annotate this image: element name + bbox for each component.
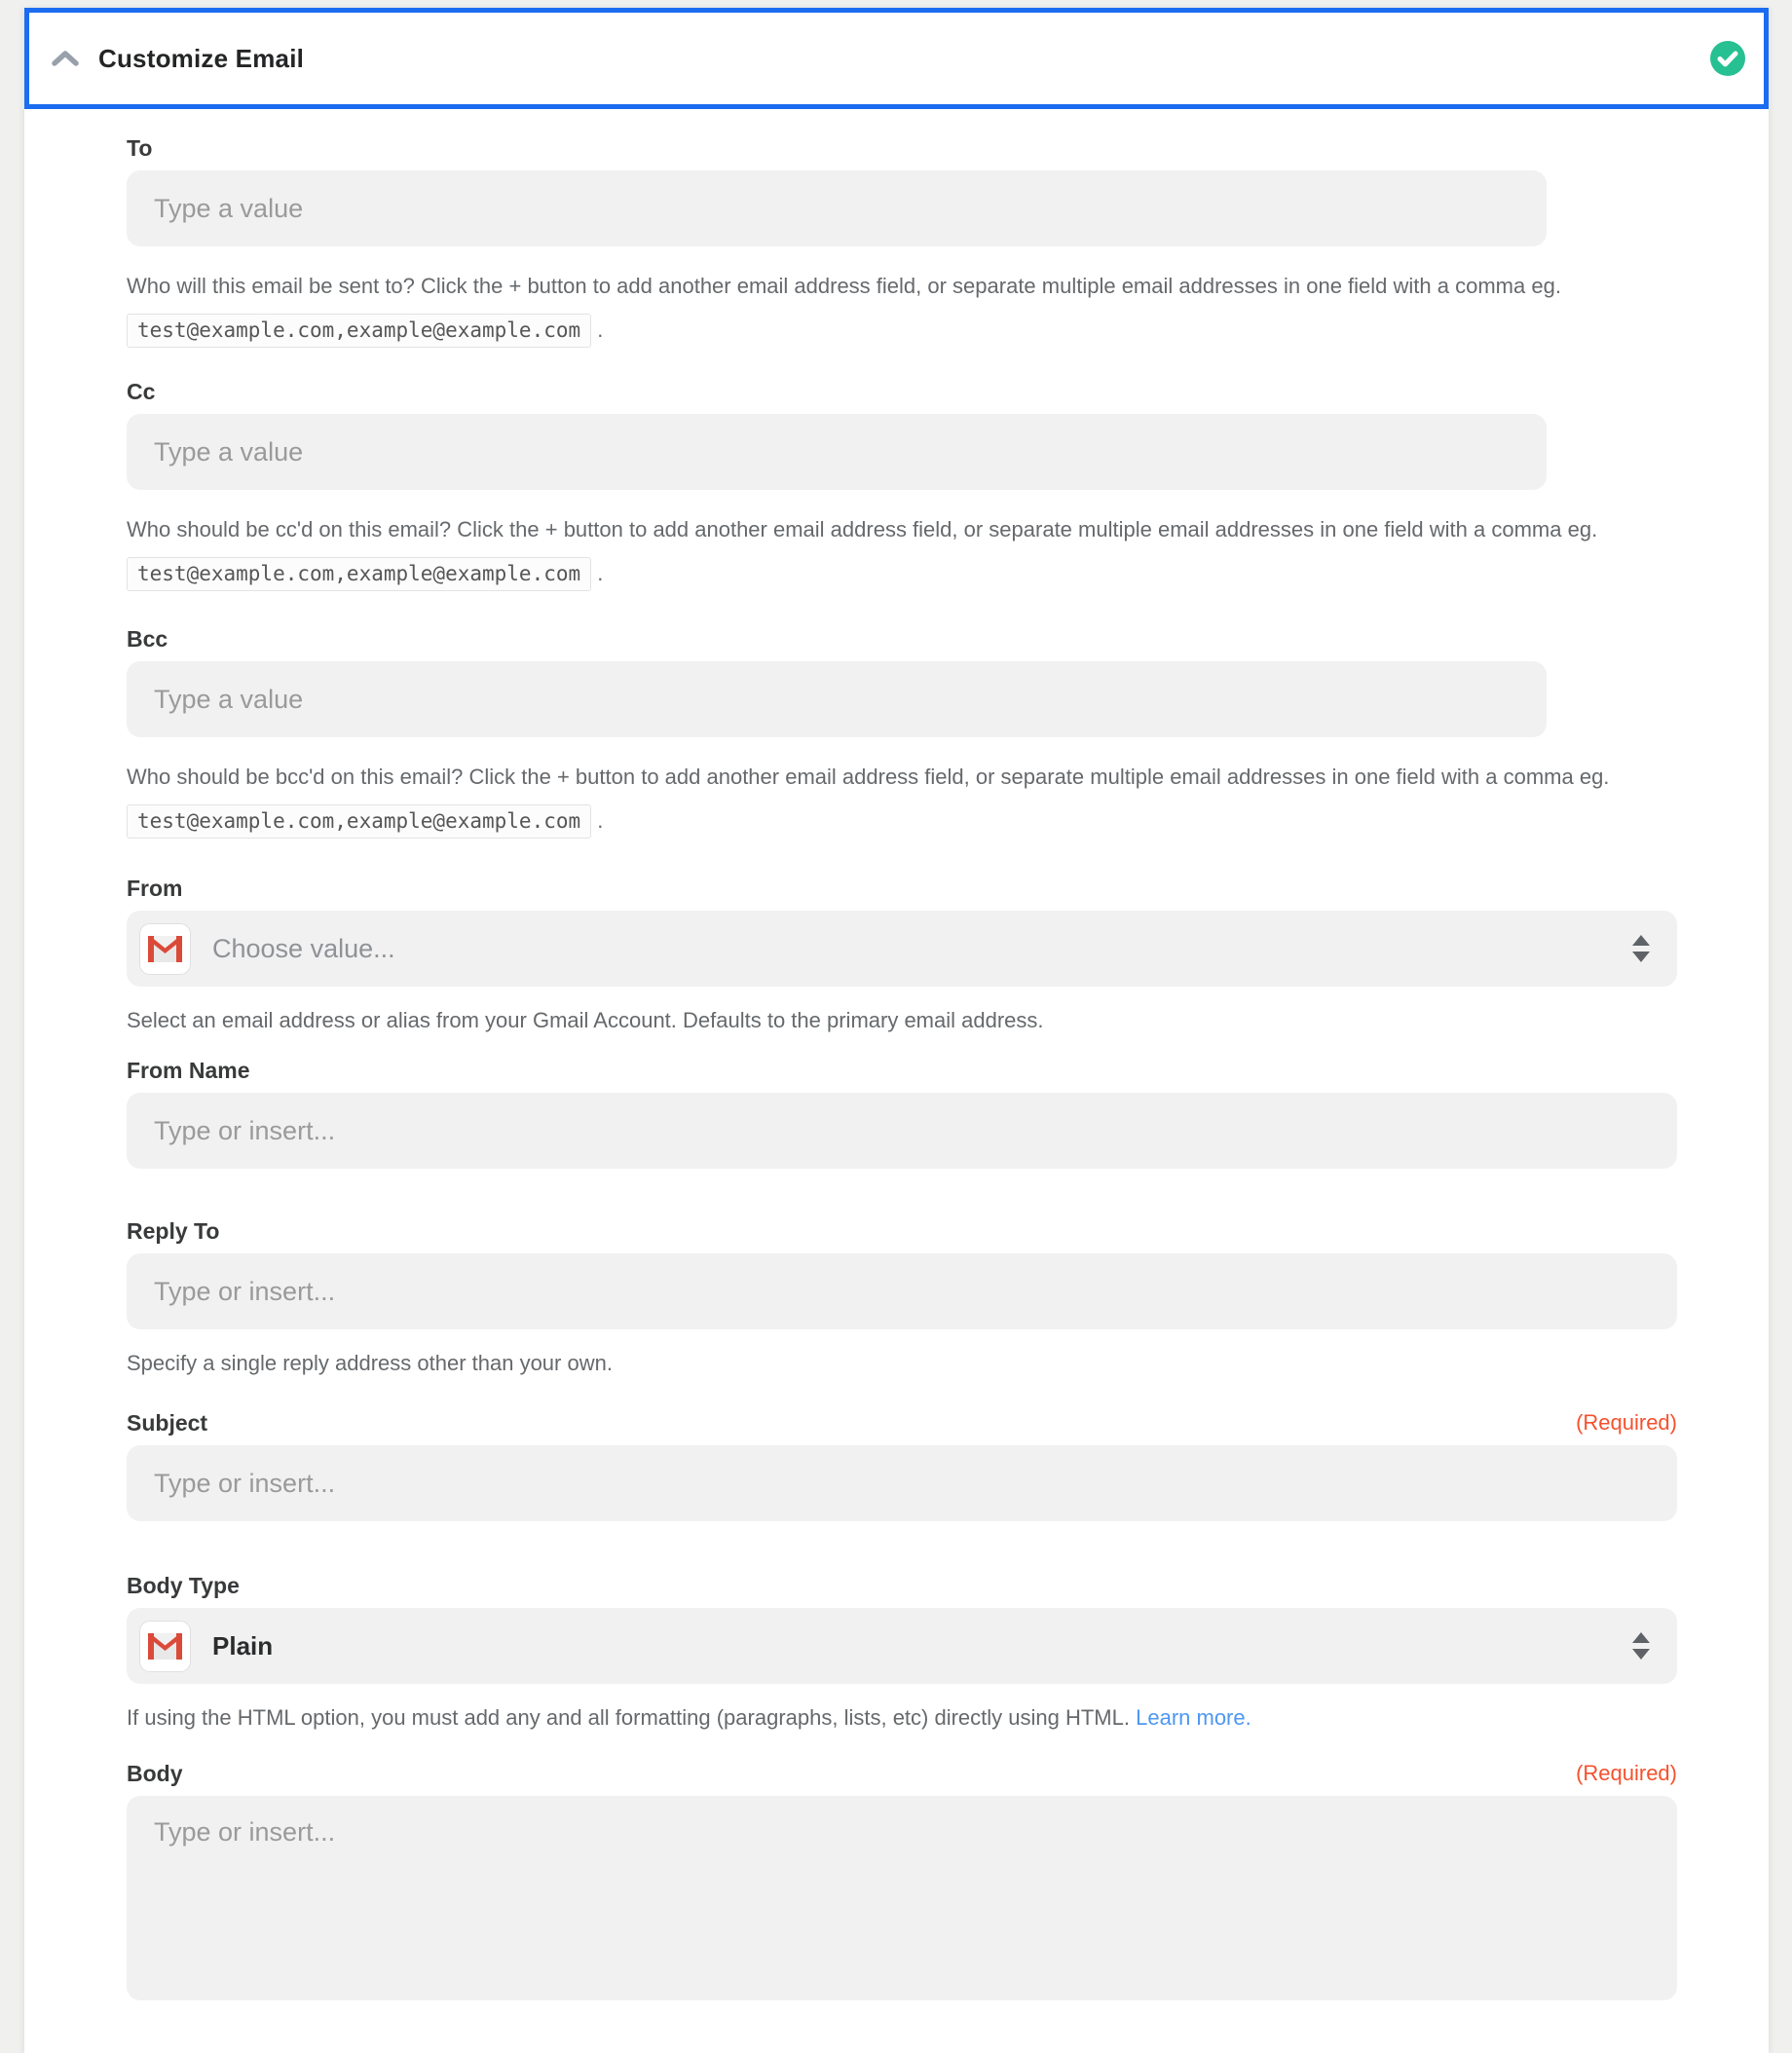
select-arrows-icon[interactable] (1630, 1629, 1652, 1662)
check-circle-icon (1709, 40, 1746, 77)
email-example-code: test@example.com,example@example.com (127, 804, 591, 839)
to-input[interactable] (127, 170, 1547, 246)
chevron-up-icon[interactable] (51, 49, 80, 68)
to-help-text: Who will this email be sent to? Click the + button to add another email address field, or separate multiple email addresses in one field with a comma eg. (127, 274, 1561, 298)
from-select-placeholder: Choose value... (212, 933, 395, 963)
bcc-help (127, 755, 1661, 843)
reply-to-input[interactable] (127, 1253, 1677, 1329)
cc-help-suffix: . (597, 561, 604, 585)
body-required-badge: (Required) (1576, 1761, 1677, 1785)
bcc-input[interactable] (127, 661, 1547, 737)
reply-to-label: Reply To (127, 1218, 220, 1244)
from-label: From (127, 876, 183, 901)
field-reply-to (127, 1169, 1769, 1380)
cc-help (127, 507, 1661, 596)
to-help-suffix: . (597, 317, 604, 342)
gmail-icon (139, 923, 191, 975)
field-from (127, 843, 1769, 1037)
bcc-help-suffix: . (597, 808, 604, 833)
bcc-help-text: Who should be bcc'd on this email? Click the + button to add another email address field, or separate multiple email addresses in one field with a comma eg. (127, 765, 1610, 789)
field-cc (127, 353, 1769, 596)
field-body-type (127, 1521, 1769, 1735)
field-subject (127, 1380, 1769, 1521)
gmail-icon (139, 1621, 191, 1672)
from-name-label: From Name (127, 1058, 250, 1083)
body-input[interactable] (127, 1796, 1677, 2000)
cc-label: Cc (127, 379, 156, 404)
from-help: Select an email address or alias from your Gmail Account. Defaults to the primary email address. (127, 1008, 1044, 1032)
body-type-help-text: If using the HTML option, you must add any and all formatting (paragraphs, lists, etc) directly using HTML. (127, 1705, 1130, 1730)
bcc-label: Bcc (127, 626, 168, 652)
field-body (127, 1735, 1769, 2005)
form-content (24, 109, 1769, 2005)
email-example-code: test@example.com,example@example.com (127, 557, 591, 591)
learn-more-link[interactable]: Learn more. (1136, 1705, 1251, 1730)
from-select[interactable] (127, 911, 1677, 987)
cc-help-text: Who should be cc'd on this email? Click the + button to add another email address field, or separate multiple email addresses in one field with a comma eg. (127, 517, 1598, 541)
field-from-name (127, 1037, 1769, 1169)
section-header-customize-email[interactable] (24, 8, 1769, 109)
reply-to-help: Specify a single reply address other than your own. (127, 1351, 613, 1375)
body-type-selected-value: Plain (212, 1630, 274, 1661)
body-type-help (127, 1701, 1661, 1735)
to-label: To (127, 135, 153, 161)
field-to (127, 109, 1769, 353)
to-help (127, 264, 1661, 353)
email-example-code: test@example.com,example@example.com (127, 314, 591, 348)
subject-input[interactable] (127, 1445, 1677, 1521)
body-type-select[interactable] (127, 1608, 1677, 1684)
body-label: Body (127, 1761, 183, 1786)
section-title: Customize Email (98, 43, 305, 73)
customize-email-card (24, 8, 1769, 2053)
cc-input[interactable] (127, 414, 1547, 490)
body-type-label: Body Type (127, 1573, 240, 1598)
subject-label: Subject (127, 1410, 208, 1436)
subject-required-badge: (Required) (1576, 1410, 1677, 1435)
select-arrows-icon[interactable] (1630, 932, 1652, 965)
from-name-input[interactable] (127, 1093, 1677, 1169)
field-bcc (127, 596, 1769, 843)
